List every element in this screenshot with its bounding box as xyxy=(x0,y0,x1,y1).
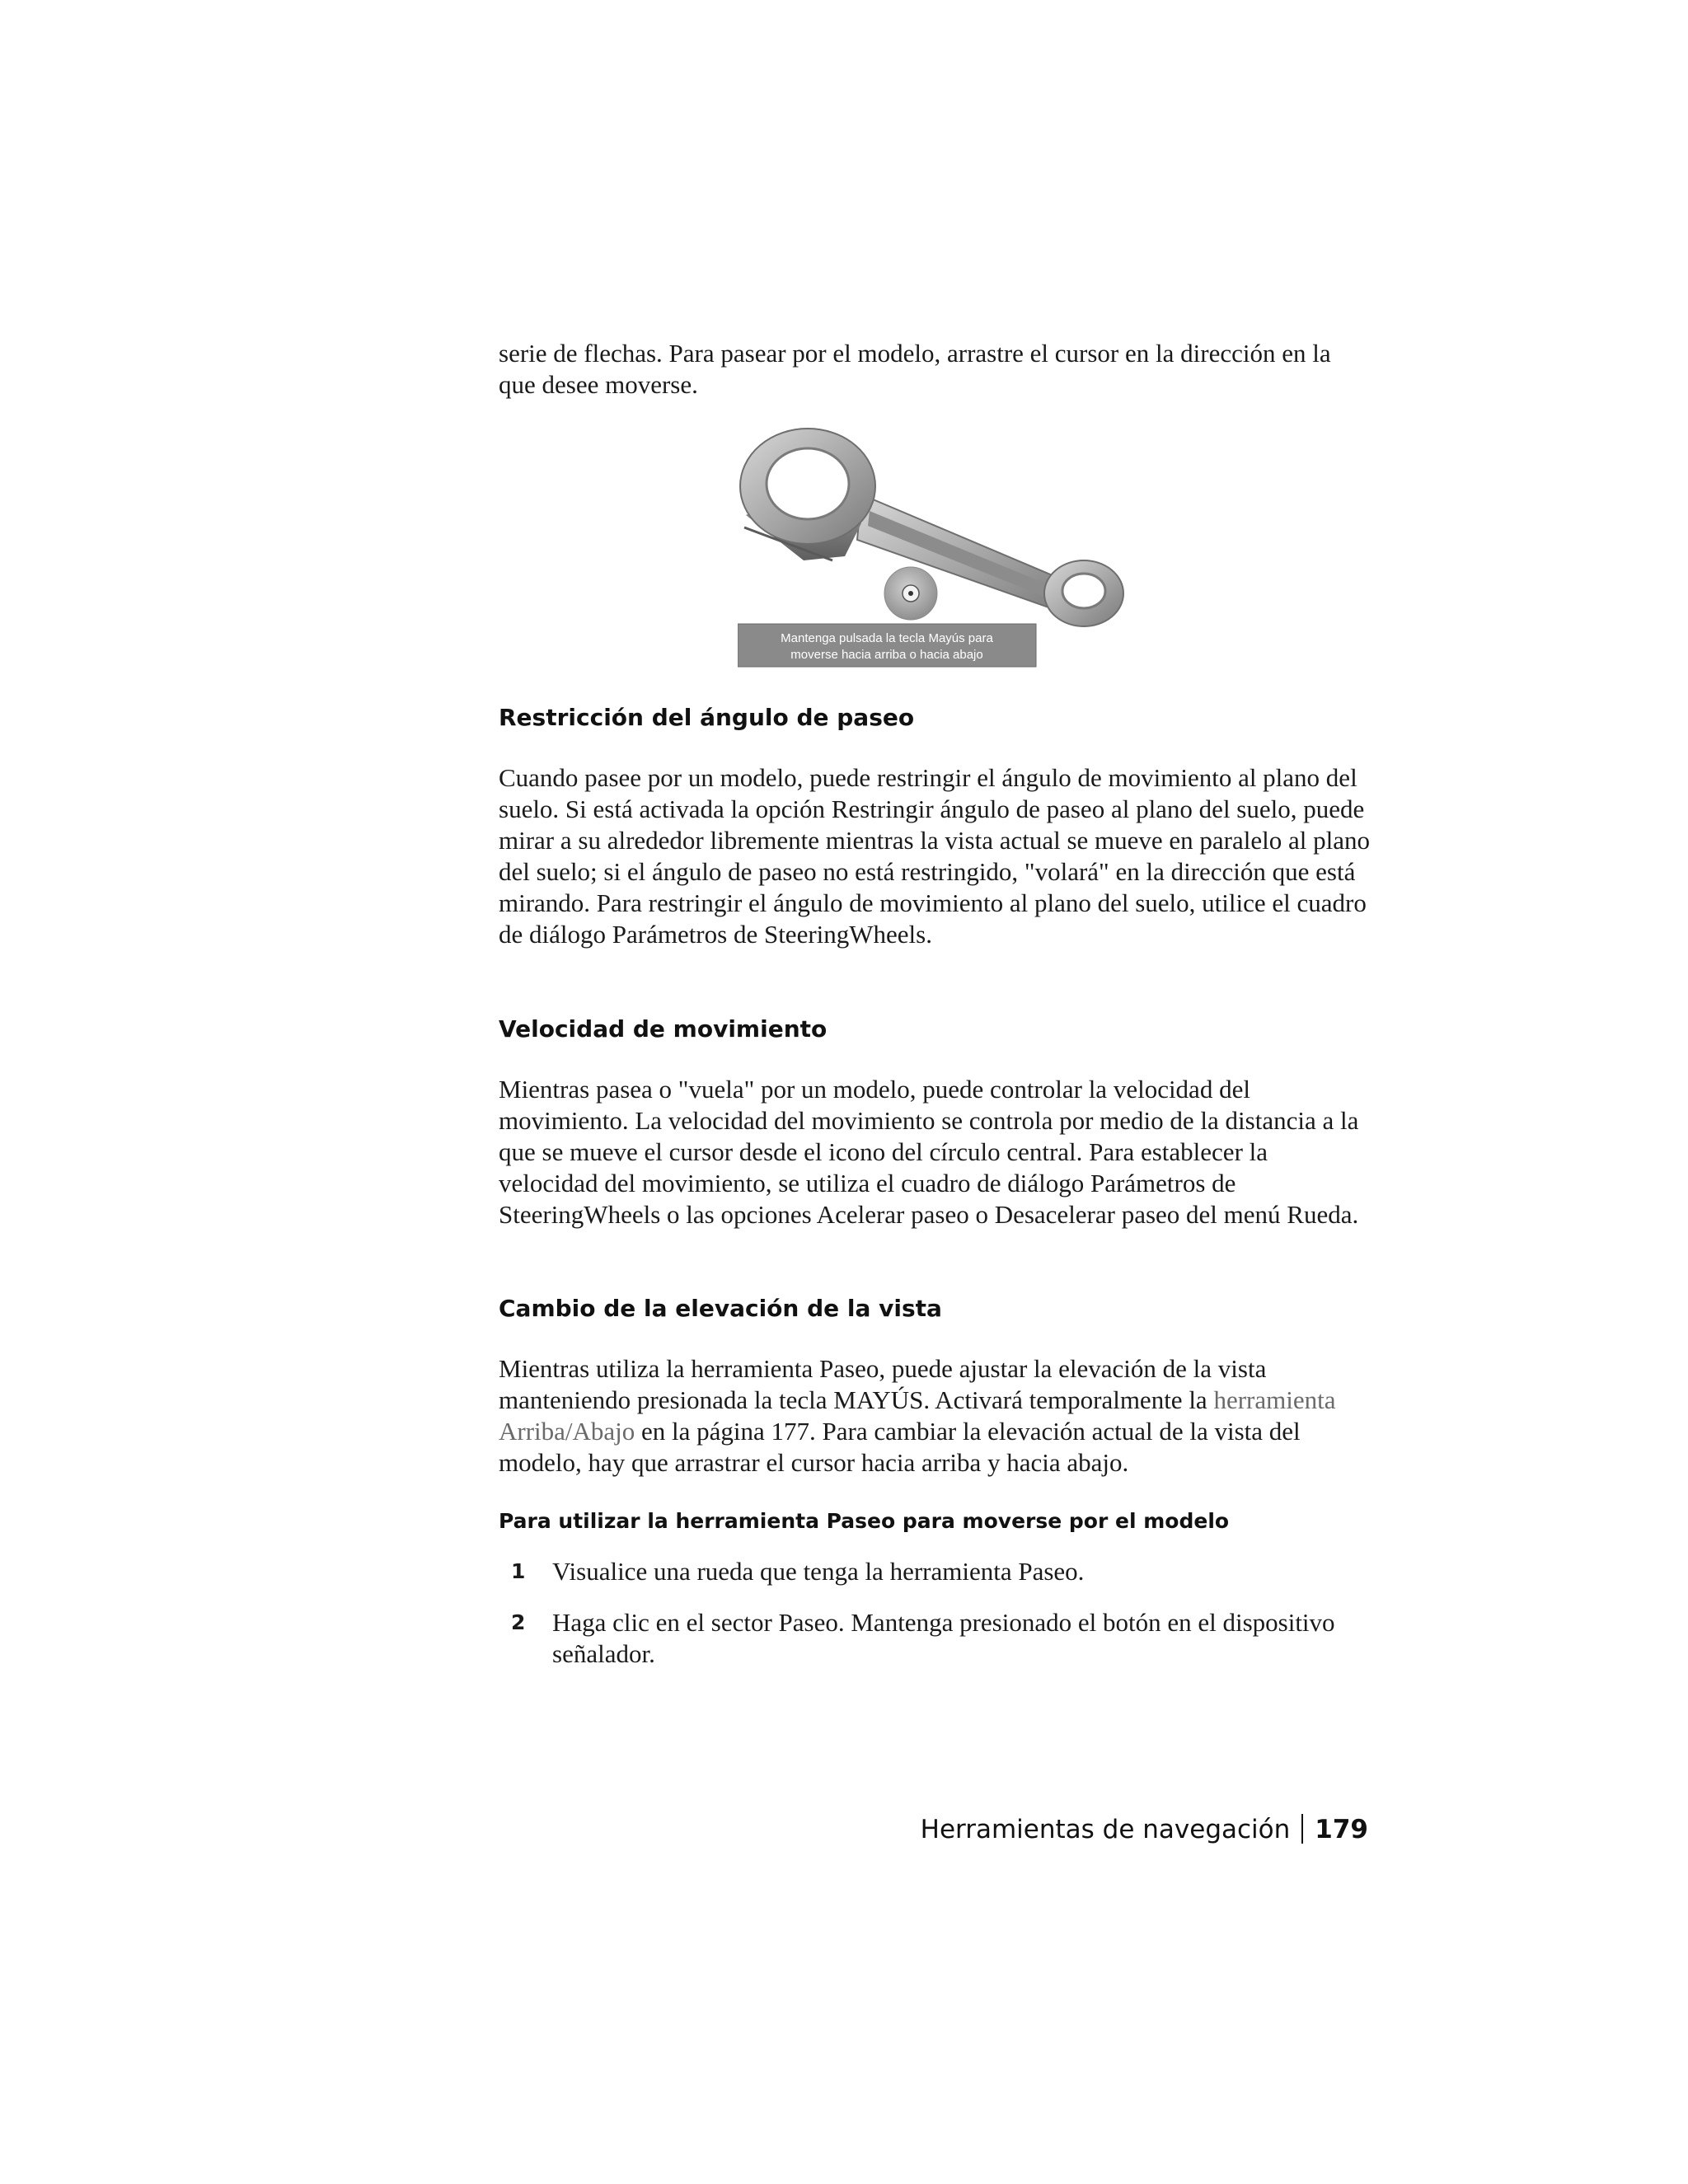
tooltip-line-2: moverse hacia arriba o hacia abajo xyxy=(790,648,983,662)
elevation-text-after: en la página 177. Para cambiar la elevación actual de la vista del modelo, hay que arrastrar el cursor hacia arriba y hacia abajo. xyxy=(499,1417,1301,1477)
procedure-heading: Para utilizar la herramienta Paseo para moverse por el modelo xyxy=(499,1509,1230,1533)
section-heading-restriction: Restricción del ángulo de paseo xyxy=(499,704,915,731)
section-heading-elevation: Cambio de la elevación de la vista xyxy=(499,1295,942,1322)
connecting-rod-illustration xyxy=(738,416,1142,672)
page-number: 179 xyxy=(1315,1815,1368,1844)
step-number: 2 xyxy=(511,1610,526,1634)
tooltip-line-1: Mantenga pulsada la tecla Mayús para xyxy=(781,631,993,645)
connecting-rod-figure xyxy=(738,416,1142,672)
section-body-elevation xyxy=(499,1353,1372,1479)
intro-paragraph: serie de flechas. Para pasear por el modelo, arrastre el cursor en la dirección en la que desee moverse. xyxy=(499,339,1331,399)
footer-divider xyxy=(1301,1814,1303,1844)
elevation-text-before: Mientras utiliza la herramienta Paseo, puede ajustar la elevación de la vista manteniendo presionada la tecla MAYÚS. Activará temporalmente la xyxy=(499,1354,1267,1414)
page-footer xyxy=(921,1813,1368,1846)
footer-title: Herramientas de navegación xyxy=(920,1815,1291,1844)
section-heading-speed: Velocidad de movimiento xyxy=(499,1015,828,1043)
step-number: 1 xyxy=(511,1559,526,1583)
up-down-tool-link[interactable]: herramienta Arriba/Abajo xyxy=(499,1385,1336,1446)
section-body-speed: Mientras pasea o "vuela" por un modelo, puede controlar la velocidad del movimiento. La velocidad del movimiento se controla por medio de la distancia a la que se mueve el cursor desde el icono del círculo central. Para establecer la velocidad del movimiento, se utiliza el cuadro de diálogo Parámetros de SteeringWheels o las opciones Acelerar paseo o Desacelerar paseo del menú Rueda. xyxy=(499,1075,1359,1229)
section-body-restriction: Cuando pasee por un modelo, puede restringir el ángulo de movimiento al plano del suelo. Si está activada la opción Restringir ángulo de paseo al plano del suelo, puede mirar a su alrededor libremente mientras la vista actual se mueve en paralelo al plano del suelo; si el ángulo de paseo no está restringido, "volará" en la dirección que está mirando. Para restringir el ángulo de movimiento al plano del suelo, utilice el cuadro de diálogo Parámetros de SteeringWheels. xyxy=(499,763,1370,949)
step-text: Visualice una rueda que tenga la herramienta Paseo. xyxy=(552,1557,1085,1586)
step-text: Haga clic en el sector Paseo. Mantenga presionado el botón en el dispositivo señalador. xyxy=(552,1608,1335,1668)
